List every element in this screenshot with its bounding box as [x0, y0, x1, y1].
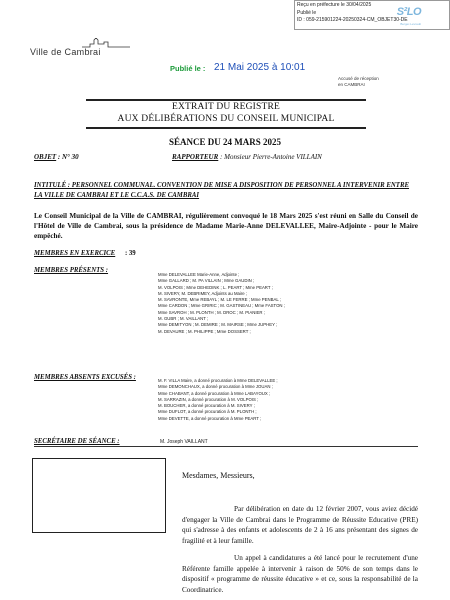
membres-exercice-label: MEMBRES EN EXERCICE	[34, 250, 116, 257]
list-item: Mme DUFLOT, a donné procuration à M. PLONTH ;	[158, 409, 257, 415]
city-logo-text: Ville de Cambrai	[30, 47, 101, 57]
list-item: M. F. VILLA Maire, a donné procuration à Mme DELEVALLEE ;	[158, 378, 278, 383]
membres-presents-label: MEMBRES PRÉSENTS :	[34, 267, 109, 274]
stamp-id-line: ID : 059-215901224-20250324-CM_OBJET30-DE	[297, 17, 408, 23]
redacted-box	[32, 458, 166, 533]
list-item: M. GUBR ; M. VAILLANT ;	[158, 316, 209, 322]
list-item: Mme CHABANT, a donné procuration à Mme LABAYOUX ;	[158, 390, 271, 396]
list-item: M. SAVRONTE, Mme REBAYL ; M. LE FERRE ; Mme PENBAL ;	[158, 297, 281, 303]
s2lo-logo: S²LO	[396, 6, 421, 18]
secretaire-label: SECRÉTAIRE DE SÉANCE :	[34, 438, 120, 445]
membres-exercice	[34, 250, 136, 257]
objet-row	[34, 153, 418, 165]
reception-note-line1: Accusé de réception	[338, 76, 379, 81]
list-item: Mme CARDON ; Mme GRIRIC ; M. GASTINEAU ; Mme FASTON ;	[158, 303, 285, 309]
list-item: M. SIVERY, M. DEBRIMEY, Adjoints au Maire ;	[158, 290, 248, 296]
intro-paragraph: Le Conseil Municipal de la Ville de CAMBRAI, régulièrement convoqué le 18 Mars 2025 s'est réuni en Salle du Conseil de l'Hôtel de Ville de Cambrai, sous la présidence de Madame Marie-Anne DELEVALLEE, Maire-Adjointe - pour le Maire empêché.	[34, 212, 418, 240]
s2lo-logo-subtitle: Berger-Levrault	[400, 22, 421, 26]
reception-note-line2: en CAMBRAI	[338, 82, 365, 87]
title-line1: EXTRAIT DU REGISTRE	[171, 102, 281, 112]
membres-absents-label: MEMBRES ABSENTS EXCUSÉS :	[34, 374, 136, 381]
body-paragraph-1-text: Par délibération en date du 12 février 2007, vous aviez décidé d'engager la Ville de Cambrai dans le Programme de Réussite Educative (PRE) qui s'adresse à des enfants et adolescents de 2 à 16 ans présentant des signes de fragilité et à leur famille.	[182, 505, 418, 545]
divider	[34, 446, 418, 447]
document-title	[86, 99, 366, 129]
stamp-published-line: Publié le	[297, 9, 317, 16]
intitule: INTITULÉ : PERSONNEL COMMUNAL. CONVENTION DE MISE A DISPOSITION DE PERSONNEL A INTERVENIR ENTRE LA VILLE DE CAMBRAI ET LE C.C.A.S. DE CAMBRAI	[34, 182, 410, 199]
list-item: Mme DEVETTE, a donné procuration à Mme PEART ;	[158, 415, 262, 421]
city-logo	[30, 38, 140, 74]
membres-exercice-value: : 39	[124, 250, 136, 257]
stamp-received-line: Reçu en préfecture le 30/04/2025	[297, 2, 372, 8]
membres-presents-list	[158, 272, 368, 335]
list-item: M. BOUCHER, a donné procuration à M. SIVERY ;	[158, 403, 255, 409]
session-date: SÉANCE DU 24 MARS 2025	[168, 137, 281, 147]
objet-value: : N° 30	[57, 153, 79, 161]
list-item: Mme DEMITYON ; M. DEMIRE ; M. MAIRSE ; Mme JUPHEY ;	[158, 322, 278, 328]
secretaire-name: M. Joseph VAILLANT	[160, 439, 208, 445]
objet-label: OBJET	[34, 153, 57, 161]
list-item: Mme GALLARD ; M. PA VILLAIN ; Mme GAUDIN ;	[158, 278, 255, 284]
reception-note	[338, 76, 398, 88]
list-item: Mme DELEVALLEE Marie-Anne, Adjointe ;	[158, 272, 240, 277]
rapporteur-value: : Monsieur Pierre-Antoine VILLAIN	[220, 153, 322, 161]
membres-absents-list	[158, 378, 368, 422]
list-item: Mme DEMONCHAUX, a donné procuration à Mme JOUAN ;	[158, 384, 273, 390]
rapporteur-label: RAPPORTEUR	[172, 153, 219, 161]
list-item: Mme SAVROH ; M. PLONTH ; M. DROC ; M. PIANIER ;	[158, 309, 265, 315]
body-paragraph-2	[182, 553, 418, 595]
published-label: Publié le :	[170, 64, 206, 73]
salutation: Mesdames, Messieurs,	[182, 471, 255, 480]
published-date: 21 Mai 2025 à 10:01	[214, 62, 306, 73]
list-item: M. DEVAURE ; M. PHILIPPE ; Mme DOSSERT ;	[158, 328, 251, 334]
prefecture-stamp	[294, 0, 450, 30]
body-paragraph-2-text: Un appel à candidatures a été lancé pour le recrutement d'une Référente famille appelée à intervenir à raison de 50% de son temps dans le dispositif « programme de réussite éducative » et ce, sous la responsabilité de la Coordinatrice.	[182, 554, 418, 594]
list-item: M. SARRAZIN, a donné procuration à M. VOLPOIS ;	[158, 396, 259, 402]
body-paragraph-1	[182, 504, 418, 546]
list-item: M. VOLPOIS ; Mme DEHEDINK ; L. PEART ; Mme PEART ;	[158, 284, 273, 290]
title-line2: AUX DÉLIBÉRATIONS DU CONSEIL MUNICIPAL	[117, 114, 335, 124]
